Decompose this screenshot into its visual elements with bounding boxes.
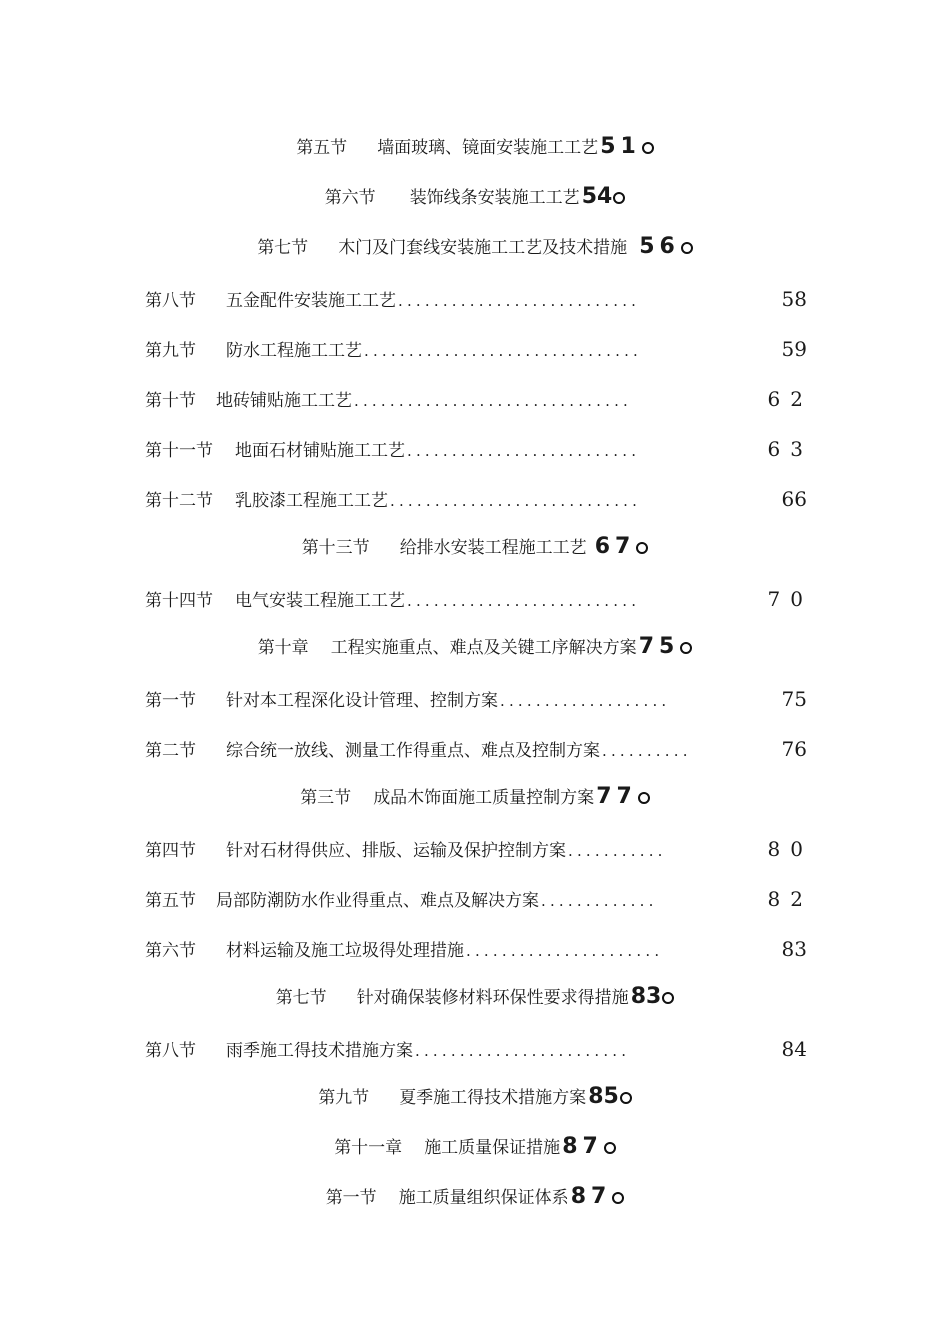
entry-label: 第七节 bbox=[275, 988, 327, 1008]
entry-title: 针对本工程深化设计管理、控制方案 bbox=[226, 691, 498, 711]
toc-entry bbox=[145, 1034, 807, 1064]
page-number: 82 bbox=[767, 887, 813, 911]
entry-label: 第三节 bbox=[300, 788, 352, 808]
page-number: 62 bbox=[767, 387, 813, 411]
page-number: 77 bbox=[596, 784, 637, 809]
page-number: 66 bbox=[781, 487, 807, 511]
entry-label: 第十节 bbox=[145, 391, 196, 411]
entry-title: 防水工程施工工艺 bbox=[226, 341, 362, 361]
toc-entry bbox=[145, 434, 813, 464]
toc-entry bbox=[0, 782, 950, 812]
entry-label: 第七节 bbox=[257, 238, 309, 258]
entry-label: 第一节 bbox=[325, 1188, 377, 1208]
entry-title: 施工质量保证措施 bbox=[424, 1138, 561, 1158]
entry-title: 综合统一放线、测量工作得重点、难点及控制方案 bbox=[226, 741, 600, 761]
dot-leader: ............. bbox=[541, 892, 658, 910]
entry-title: 材料运输及施工垃圾得处理措施 bbox=[226, 941, 464, 961]
entry-title: 施工质量组织保证体系 bbox=[398, 1188, 569, 1208]
entry-title: 乳胶漆工程施工工艺 bbox=[235, 491, 388, 511]
toc-entry bbox=[145, 734, 807, 764]
page-number: 83 bbox=[781, 937, 807, 961]
entry-title: 局部防潮防水作业得重点、难点及解决方案 bbox=[216, 891, 539, 911]
page-number: 75 bbox=[638, 634, 680, 659]
dot-leader: ........................... bbox=[398, 292, 641, 310]
entry-title: 木门及门套线安装施工工艺及技术措施 bbox=[338, 238, 628, 258]
toc-entry bbox=[0, 1132, 950, 1162]
entry-title: 装饰线条安装施工工艺 bbox=[409, 188, 580, 208]
period-mark bbox=[613, 192, 625, 204]
toc-entry bbox=[145, 584, 813, 614]
entry-title: 工程实施重点、难点及关键工序解决方案 bbox=[330, 638, 637, 658]
dot-leader: .......................... bbox=[407, 592, 641, 610]
page-number: 75 bbox=[781, 687, 807, 711]
entry-title: 针对石材得供应、排版、运输及保护控制方案 bbox=[226, 841, 566, 861]
page-number: 87 bbox=[562, 1134, 603, 1159]
period-mark bbox=[612, 1192, 624, 1204]
toc-entry bbox=[0, 532, 950, 562]
entry-label: 第五节 bbox=[145, 891, 196, 911]
entry-title: 夏季施工得技术措施方案 bbox=[399, 1088, 587, 1108]
page-number: 80 bbox=[767, 837, 813, 861]
page-number: 63 bbox=[767, 437, 813, 461]
entry-title: 雨季施工得技术措施方案 bbox=[226, 1041, 413, 1061]
dot-leader: ................... bbox=[500, 692, 671, 710]
entry-label: 第二节 bbox=[145, 741, 196, 761]
page-number: 70 bbox=[767, 587, 813, 611]
dot-leader: ............................... bbox=[354, 392, 633, 410]
entry-label: 第十二节 bbox=[145, 491, 213, 511]
page-number: 83 bbox=[630, 984, 662, 1009]
entry-title: 成品木饰面施工质量控制方案 bbox=[373, 788, 595, 808]
entry-title: 电气安装工程施工工艺 bbox=[235, 591, 405, 611]
page-number: 84 bbox=[781, 1037, 807, 1061]
toc-entry bbox=[145, 934, 807, 964]
toc-entry bbox=[0, 632, 950, 662]
period-mark bbox=[620, 1092, 632, 1104]
entry-label: 第六节 bbox=[324, 188, 376, 208]
page-number: 85 bbox=[588, 1084, 619, 1109]
period-mark bbox=[636, 542, 648, 554]
entry-title: 给排水安装工程施工工艺 bbox=[399, 538, 587, 558]
entry-label: 第十四节 bbox=[145, 591, 213, 611]
entry-label: 第八节 bbox=[145, 291, 196, 311]
period-mark bbox=[681, 242, 693, 254]
toc-entry bbox=[145, 334, 807, 364]
dot-leader: ............................... bbox=[364, 342, 643, 360]
period-mark bbox=[662, 992, 674, 1004]
toc-entry bbox=[145, 484, 807, 514]
toc-entry bbox=[145, 384, 813, 414]
page-number: 76 bbox=[781, 737, 807, 761]
dot-leader: ............................ bbox=[390, 492, 642, 510]
entry-label: 第一节 bbox=[145, 691, 196, 711]
dot-leader: ...................... bbox=[466, 942, 664, 960]
entry-label: 第四节 bbox=[145, 841, 196, 861]
toc-entry bbox=[0, 132, 950, 162]
toc-entry bbox=[145, 284, 807, 314]
dot-leader: .......... bbox=[602, 742, 692, 760]
entry-title: 五金配件安装施工工艺 bbox=[226, 291, 396, 311]
page-number: 87 bbox=[570, 1184, 612, 1209]
page-number: 56 bbox=[639, 234, 680, 259]
period-mark bbox=[642, 142, 654, 154]
toc-entry bbox=[145, 684, 807, 714]
toc-entry bbox=[0, 1182, 950, 1212]
toc-entry bbox=[145, 884, 813, 914]
period-mark bbox=[680, 642, 692, 654]
page-number: 54 bbox=[581, 184, 613, 209]
page-number: 59 bbox=[781, 337, 807, 361]
dot-leader: .......................... bbox=[407, 442, 641, 460]
page-number: 67 bbox=[594, 534, 636, 559]
entry-label: 第十一节 bbox=[145, 441, 213, 461]
toc-entry bbox=[145, 834, 813, 864]
entry-label: 第九节 bbox=[145, 341, 196, 361]
page-number: 51 bbox=[600, 134, 641, 159]
entry-label: 第十章 bbox=[257, 638, 309, 658]
dot-leader: ........... bbox=[568, 842, 667, 860]
toc-entry bbox=[0, 232, 950, 262]
entry-title: 地砖铺贴施工工艺 bbox=[216, 391, 352, 411]
entry-title: 针对确保装修材料环保性要求得措施 bbox=[356, 988, 629, 1008]
toc-entry bbox=[0, 1082, 950, 1112]
entry-label: 第十三节 bbox=[301, 538, 370, 558]
entry-title: 墙面玻璃、镜面安装施工工艺 bbox=[377, 138, 599, 158]
toc-entry bbox=[0, 182, 950, 212]
entry-label: 第十一章 bbox=[334, 1138, 403, 1158]
entry-label: 第九节 bbox=[318, 1088, 370, 1108]
toc-entry bbox=[0, 982, 950, 1012]
entry-label: 第六节 bbox=[145, 941, 196, 961]
period-mark bbox=[638, 792, 650, 804]
entry-label: 第五节 bbox=[296, 138, 348, 158]
period-mark bbox=[604, 1142, 616, 1154]
entry-title: 地面石材铺贴施工工艺 bbox=[235, 441, 405, 461]
entry-label: 第八节 bbox=[145, 1041, 196, 1061]
dot-leader: ........................ bbox=[415, 1042, 631, 1060]
page-number: 58 bbox=[781, 287, 807, 311]
